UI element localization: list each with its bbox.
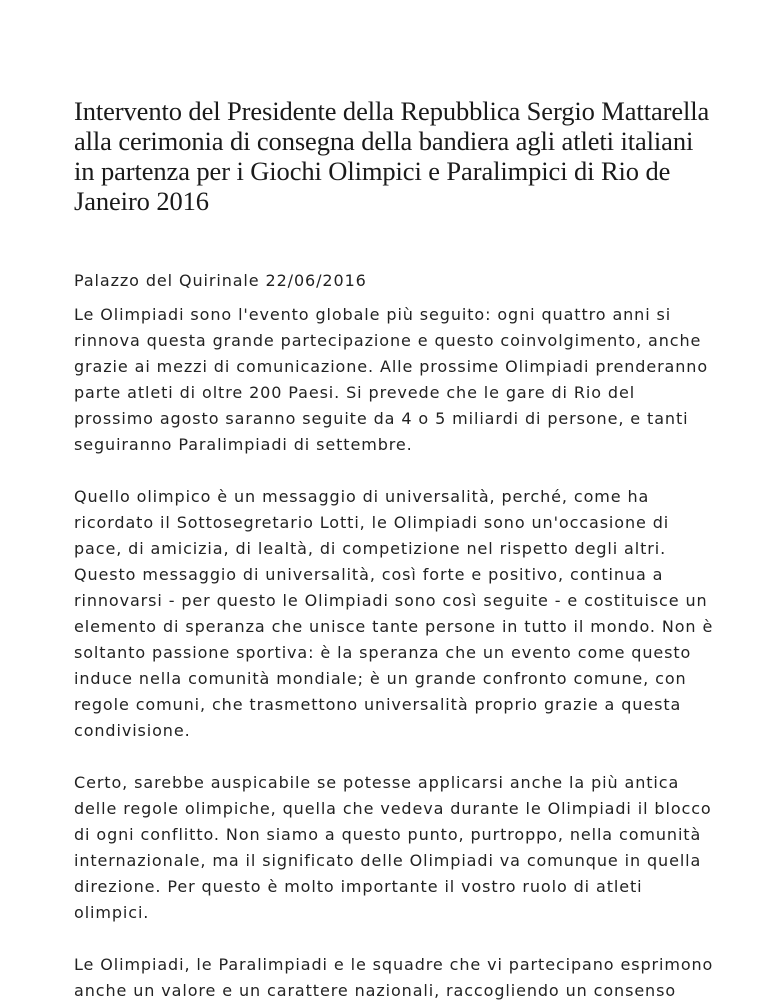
paragraph-3: Certo, sarebbe auspicabile se potesse applicarsi anche la più antica delle regole olimpiche, quella che vedeva durante le Olimpiadi il blocco di ogni conflitto. Non siamo a questo punto, purtroppo, nella comunità internazionale, ma il significato delle Olimpiadi va comunque in quella direzione. Per questo è molto importante il vostro ruolo di atleti olimpici. [74, 773, 712, 922]
document-title: Intervento del Presidente della Repubblica Sergio Mattarella alla cerimonia di consegna della bandiera agli atleti italiani in partenza per i Giochi Olimpici e Paralimpici di Rio de Janeiro 2016 [74, 96, 710, 216]
location-date: Palazzo del Quirinale 22/06/2016 [74, 271, 367, 290]
document-page [74, 0, 714, 1004]
paragraph-1: Le Olimpiadi sono l'evento globale più seguito: ogni quattro anni si rinnova questa grande partecipazione e questo coinvolgimento, anche grazie ai mezzi di comunicazione. Alle prossime Olimpiadi prenderanno parte atleti di oltre 200 Paesi. Si prevede che le gare di Rio del prossimo agosto saranno seguite da 4 o 5 miliardi di persone, e tanti seguiranno Paralimpiadi di settembre. [74, 305, 709, 454]
paragraph-4: Le Olimpiadi, le Paralimpiadi e le squadre che vi partecipano esprimono anche un valore e un carattere nazionali, raccogliendo un consenso [74, 955, 714, 1000]
paragraph-2: Quello olimpico è un messaggio di universalità, perché, come ha ricordato il Sottosegretario Lotti, le Olimpiadi sono un'occasione di pace, di amicizia, di lealtà, di competizione nel rispetto degli altri. Questo messaggio di universalità, così forte e positivo, continua a rinnovarsi - per questo le Olimpiadi sono così seguite - e costituisce un elemento di speranza che unisce tante persone in tutto il mondo. Non è soltanto passione sportiva: è la speranza che un evento come questo induce nella comunità mondiale; è un grande confronto comune, con regole comuni, che trasmettono universalità proprio grazie a questa condivisione. [74, 487, 714, 740]
